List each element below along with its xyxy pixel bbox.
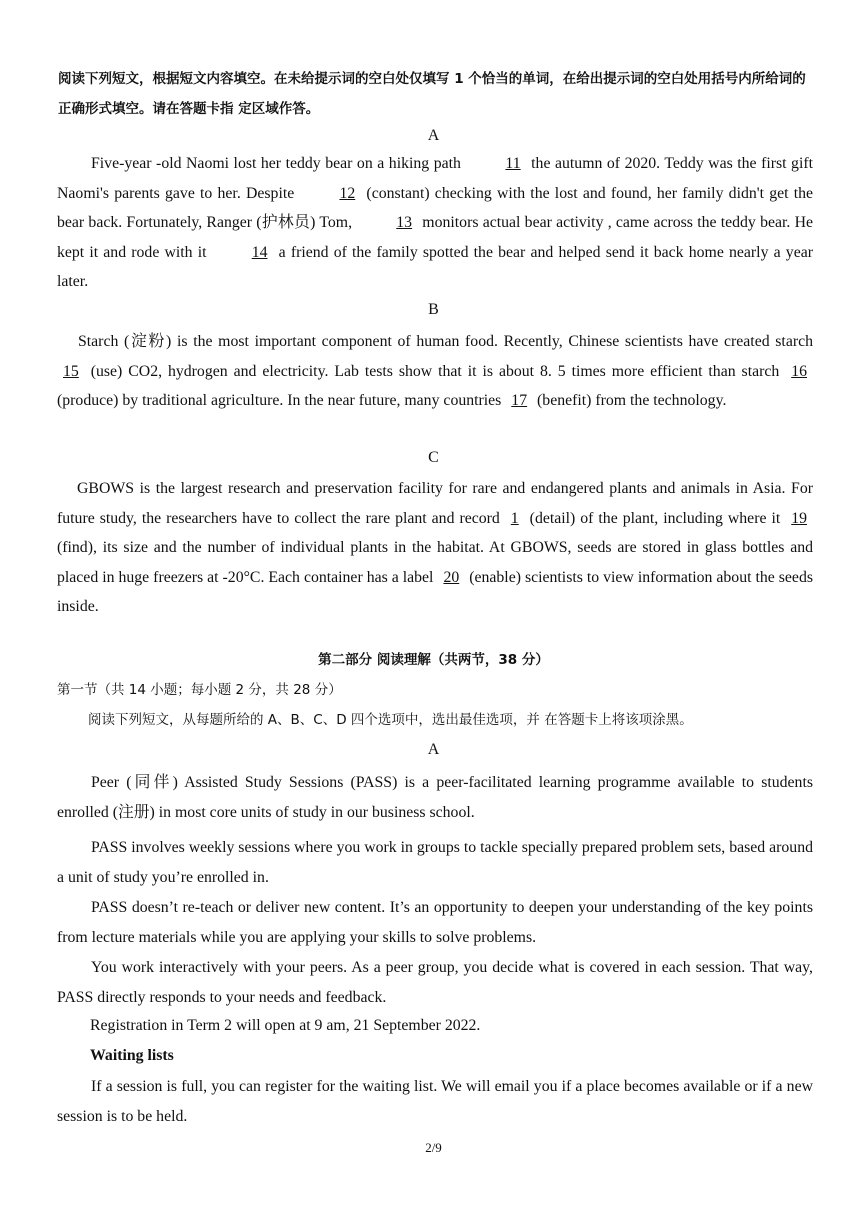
blank-19: 19	[791, 509, 808, 527]
reading-a-paragraph-2: PASS involves weekly sessions where you work in groups to tackle specially prepared problem sets, based around a unit of study you’re enrolled in.	[57, 839, 813, 886]
reading-a-paragraph-6: If a session is full, you can register for the waiting list. We will email you if a place becomes available or if a new session is to be held.	[57, 1078, 813, 1125]
section-c-passage	[57, 474, 813, 622]
section-b-passage	[57, 327, 813, 416]
blank-17: 17	[511, 392, 528, 409]
reading-a-paragraph-4: You work interactively with your peers. As a peer group, you decide what is covered in each session. That way, PASS directly responds to your needs and feedback.	[57, 959, 813, 1006]
passage-text: (constant) checking with the lost and found, her family didn't get the bear back. Fortunately, Ranger (护林员) Tom,	[57, 184, 813, 231]
passage-text: (find), its size and the number of individual plants in the habitat. At GBOWS, seeds are stored in glass bottles and placed in huge freezers at -20°C. Each container has a label	[57, 539, 813, 586]
reading-a-paragraph-3: PASS doesn’t re-teach or deliver new content. It’s an opportunity to deepen your understanding of the key points from lecture materials while you are applying your skills to solve problems.	[57, 899, 813, 946]
blank-18: 1	[510, 509, 519, 527]
reading-a-paragraph-5: Registration in Term 2 will open at 9 am, 21 September 2022.	[90, 1017, 481, 1034]
passage-text: (enable) scientists to view information about the seeds inside.	[57, 568, 813, 615]
passage-text: (detail) of the plant, including where it	[524, 509, 786, 527]
section-a-passage	[57, 149, 813, 297]
passage-text: a friend of the family spotted the bear and helped send it back home nearly a year later.	[57, 243, 813, 290]
reading-instructions: 阅读下列短文，从每题所给的 A、B、C、D 四个选项中，选出最佳选项，并 在答题卡上将该项涂黑。	[88, 712, 693, 728]
passage-text: (benefit) from the technology.	[533, 392, 727, 409]
blank-14: 14	[251, 243, 268, 261]
page-number: 2/9	[425, 1140, 442, 1155]
passage-text: the autumn of 2020. Teddy was the first gift Naomi's parents gave to her. Despite	[57, 155, 813, 202]
passage-text: Five-year -old Naomi lost her teddy bear on a hiking path	[91, 155, 466, 172]
blank-11: 11	[505, 155, 521, 172]
section-c-letter: C	[428, 449, 439, 466]
blank-16: 16	[791, 362, 807, 380]
waiting-lists-heading: Waiting lists	[90, 1047, 174, 1064]
section-a-letter: A	[427, 127, 440, 144]
reading-a-letter: A	[427, 741, 440, 758]
subsection-title: 第一节（共 14 小题；每小题 2 分，共 28 分）	[57, 682, 342, 698]
cloze-instructions: 阅读下列短文，根据短文内容填空。在未给提示词的空白处仅填写 1 个恰当的单词，在给出提示词的空白处用括号内所给词的正确形式填空。请在答题卡指 定区域作答。	[58, 71, 806, 117]
part-two-title: 第二部分 阅读理解（共两节，38 分）	[318, 652, 549, 668]
passage-text: Starch (淀粉) is the most important component of human food. Recently, Chinese scientists have created starch	[78, 333, 813, 350]
passage-text: (produce) by traditional agriculture. In the near future, many countries	[57, 392, 506, 409]
passage-text: monitors actual bear activity , came across the teddy bear. He kept it and rode with it	[57, 214, 813, 261]
blank-15: 15	[63, 362, 79, 380]
blank-13: 13	[396, 214, 413, 231]
passage-text: (use) CO2, hydrogen and electricity. Lab tests show that it is about 8. 5 times more efficient than starch	[84, 362, 786, 380]
section-b-letter: B	[428, 301, 439, 318]
reading-a-paragraph-1: Peer (同伴) Assisted Study Sessions (PASS) is a peer-facilitated learning programme available to students enrolled (注册) in most core units of study in our business school.	[57, 774, 813, 821]
blank-12: 12	[339, 184, 356, 202]
passage-text: GBOWS is the largest research and preservation facility for rare and endangered plants and animals in Asia. For future study, the researchers have to collect the rare plant and record	[57, 480, 813, 527]
blank-20: 20	[443, 568, 460, 586]
